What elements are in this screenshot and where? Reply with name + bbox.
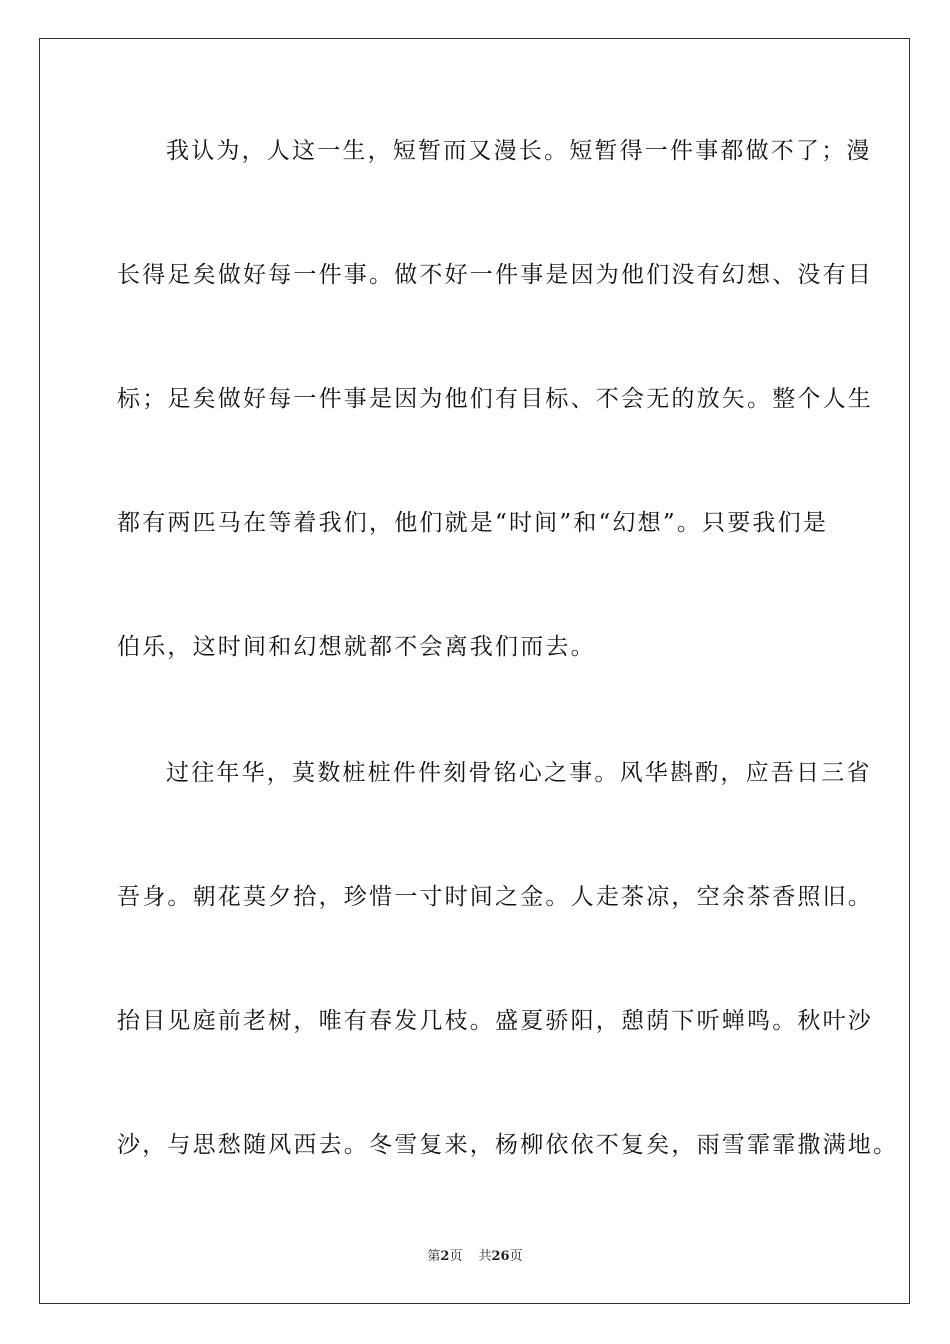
page-number: 2: [440, 1249, 450, 1264]
paragraph-line: 沙，与思愁随风西去。冬雪复来，杨柳依依不复矣，雨雪霏霏撒满地。: [117, 1132, 899, 1158]
page-suffix: 页: [449, 1249, 463, 1264]
paragraph-line: 都有两匹马在等着我们，他们就是“时间”和“幻想”。只要我们是: [117, 510, 829, 536]
paragraph-line: 我认为，人这一生，短暂而又漫长。短暂得一件事都做不了；漫: [166, 138, 872, 164]
paragraph-line: 伯乐，这时间和幻想就都不会离我们而去。: [117, 634, 596, 660]
paragraph-line: 过往年华，莫数桩桩件件刻骨铭心之事。风华斟酌，应吾日三省: [166, 760, 872, 786]
total-suffix: 页: [509, 1249, 523, 1264]
paragraph-line: 长得足矣做好每一件事。做不好一件事是因为他们没有幻想、没有目: [117, 262, 873, 288]
paragraph-line: 抬目见庭前老树，唯有春发几枝。盛夏骄阳，憩荫下听蝉鸣。秋叶沙: [117, 1008, 873, 1034]
page-prefix: 第: [427, 1249, 441, 1264]
total-prefix: 共: [478, 1249, 492, 1264]
page-footer: [0, 1248, 950, 1266]
total-pages: 26: [491, 1249, 510, 1264]
paragraph-line: 吾身。朝花莫夕拾，珍惜一寸时间之金。人走茶凉，空余茶香照旧。: [117, 884, 873, 910]
paragraph-line: 标；足矣做好每一件事是因为他们有目标、不会无的放矢。整个人生: [117, 386, 873, 412]
page-border: [39, 38, 910, 1304]
